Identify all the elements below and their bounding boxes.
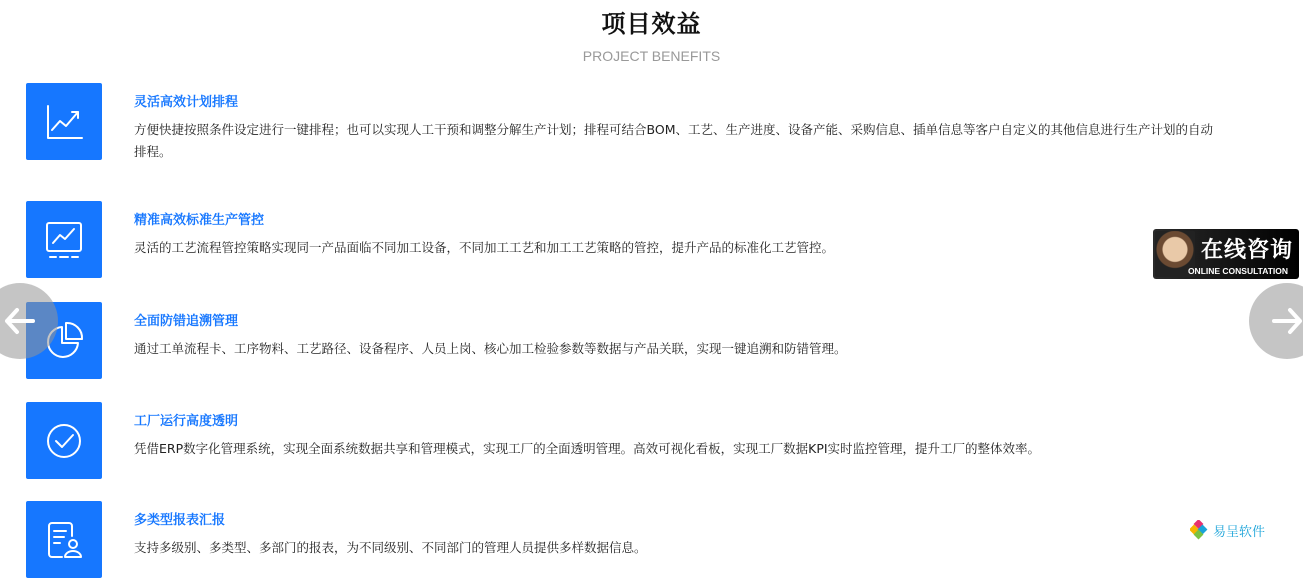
benefit-desc: 灵活的工艺流程管控策略实现同一产品面临不同加工设备，不同加工工艺和加工工艺策略的管控，提升产品的标准化工艺管控。 xyxy=(134,240,835,255)
consult-cn-label: 在线咨询 xyxy=(1200,238,1293,263)
benefit-desc: 通过工单流程卡、工序物料、工艺路径、设备程序、人员上岗、核心加工检验参数等数据与产品关联，实现一键追溯和防错管理。 xyxy=(134,341,847,356)
next-arrow-button[interactable] xyxy=(1249,283,1303,359)
check-circle-icon xyxy=(26,402,102,479)
benefit-desc: 方便快捷按照条件设定进行一键排程；也可以实现人工干预和调整分解生产计划；排程可结合BOM、工艺、生产进度、设备产能、采购信息、插单信息等客户自定义的其他信息进行生产计划的自动排程。 xyxy=(134,122,1213,159)
report-user-icon xyxy=(26,501,102,578)
arrow-right-icon xyxy=(1266,300,1303,342)
arrow-left-icon xyxy=(0,300,41,342)
consult-en-label: ONLINE CONSULTATION xyxy=(1187,266,1289,276)
benefit-desc: 凭借ERP数字化管理系统，实现全面系统数据共享和管理模式，实现工厂的全面透明管理。高效可视化看板，实现工厂数据KPI实时监控管理，提升工厂的整体效率。 xyxy=(134,441,1041,456)
benefit-title: 精准高效标准生产管控 xyxy=(134,213,265,228)
monitor-chart-icon xyxy=(26,201,102,278)
benefit-title: 工厂运行高度透明 xyxy=(134,414,239,429)
section-title: 项目效益 xyxy=(601,10,702,38)
benefit-title: 多类型报表汇报 xyxy=(134,513,226,528)
brand-logo-icon xyxy=(1190,520,1210,540)
benefit-title: 全面防错追溯管理 xyxy=(134,314,239,329)
brand-watermark xyxy=(1190,520,1265,540)
benefit-desc: 支持多级别、多类型、多部门的报表，为不同级别、不同部门的管理人员提供多样数据信息。 xyxy=(134,540,647,555)
online-consultation-button[interactable] xyxy=(1153,229,1299,279)
section-subtitle: PROJECT BENEFITS xyxy=(582,48,721,64)
benefit-title: 灵活高效计划排程 xyxy=(134,95,239,110)
brand-name: 易呈软件 xyxy=(1213,524,1266,540)
line-chart-icon xyxy=(26,83,102,160)
